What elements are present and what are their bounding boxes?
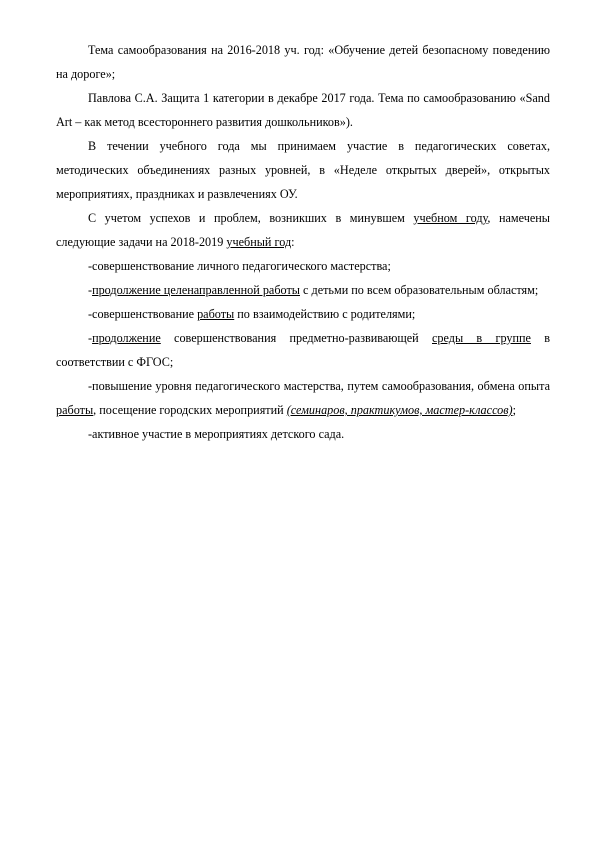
underlined-text: продолжение [92, 331, 161, 345]
underlined-text: среды в группе [432, 331, 531, 345]
text-run: -повышение уровня педагогического мастерства, путем самообразования, обмена опыта [88, 379, 550, 393]
task-text: -совершенствование личного педагогического мастерства; [88, 259, 391, 273]
paragraph-text: В течении учебного года мы принимаем участие в педагогических советах, методических объединениях разных уровней, в «Неделе открытых дверей», открытых мероприятиях, праздниках и развлечениях ОУ. [56, 139, 550, 201]
text-run: , намечены следующие задачи на 2018-2019 [56, 211, 550, 249]
text-run: ; [512, 403, 517, 417]
underlined-italic-text: (семинаров, практикумов, мастер-классов) [286, 403, 513, 417]
text-run: по взаимодействию с родителями; [234, 307, 416, 321]
text-run: в соответствии с ФГОС; [56, 331, 550, 369]
underlined-text: работы [197, 307, 235, 321]
paragraph-text: Павлова С.А. Защита 1 категории в декабре 2017 года. Тема по самообразованию «Sand Art – как метод всестороннего развития дошкольников»). [56, 91, 550, 129]
text-run: С учетом успехов и проблем, возникших в минувшем [88, 211, 414, 225]
document-page [56, 38, 550, 446]
paragraph-self-education-topic [56, 38, 550, 86]
task-item-1 [56, 254, 550, 278]
task-item-3 [56, 302, 550, 326]
paragraph-tasks-intro [56, 206, 550, 254]
paragraph-text: Тема самообразования на 2016-2018 уч. год: «Обучение детей безопасному поведению на дороге»; [56, 43, 550, 81]
paragraph-participation [56, 134, 550, 206]
text-run: : [291, 235, 295, 249]
underlined-text: продолжение целенаправленной работы [92, 283, 300, 297]
text-run: -совершенствование [88, 307, 198, 321]
text-run: - [88, 331, 93, 345]
task-item-2 [56, 278, 550, 302]
task-text: -активное участие в мероприятиях детского сада. [88, 427, 345, 441]
text-run: с детьми по всем образовательным областям; [299, 283, 539, 297]
task-item-6 [56, 422, 550, 446]
underlined-text: учебный год [226, 235, 292, 249]
text-run: , посещение городских мероприятий [93, 403, 287, 417]
text-run: совершенствования предметно-развивающей [160, 331, 432, 345]
paragraph-pavlova-certification [56, 86, 550, 134]
text-run: - [88, 283, 93, 297]
underlined-text: учебном году [413, 211, 488, 225]
task-item-4 [56, 326, 550, 374]
task-item-5 [56, 374, 550, 422]
underlined-text: работы [56, 403, 94, 417]
